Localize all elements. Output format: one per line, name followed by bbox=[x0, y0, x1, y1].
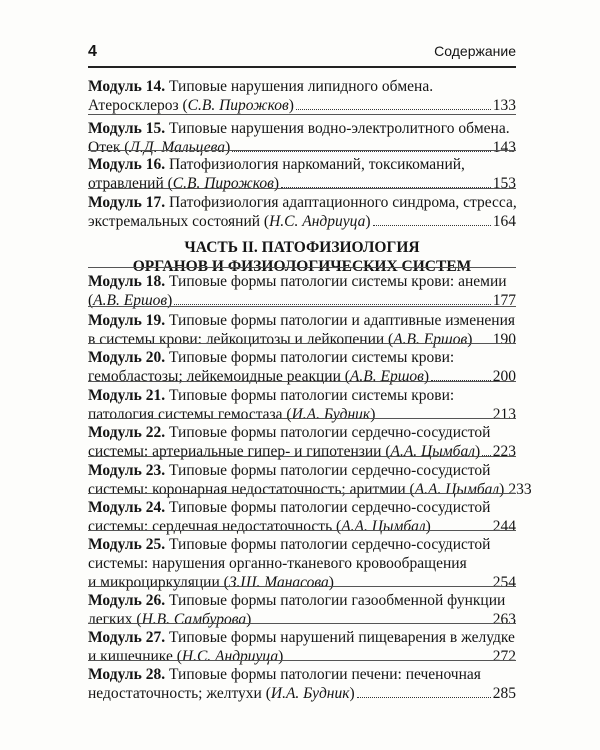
page-ref: 200 bbox=[492, 368, 516, 385]
entry-title-end: гемобластозы; лейкемоидные реакции ( bbox=[88, 368, 350, 385]
page-ref: 263 bbox=[492, 611, 516, 628]
author-close: ) bbox=[167, 292, 173, 309]
entry-line bbox=[88, 665, 516, 684]
entry-title: Патофизиология адаптационного синдрома, стресса, bbox=[168, 194, 517, 211]
author-name: А.А. Цымбал bbox=[414, 481, 500, 498]
author-close: ) bbox=[365, 213, 371, 230]
header-rule bbox=[88, 66, 516, 68]
entry-last-line bbox=[88, 212, 516, 231]
author-close: ) bbox=[467, 331, 473, 348]
entry-title-end: и микроциркуляции ( bbox=[88, 574, 229, 591]
entry-line bbox=[88, 311, 516, 330]
author-close: ) bbox=[328, 574, 334, 591]
author-name: А.В. Ершов bbox=[93, 292, 168, 309]
entry-line bbox=[88, 498, 516, 517]
module-label: Модуль 19. bbox=[88, 312, 166, 329]
page-header bbox=[88, 39, 516, 65]
entry-title-end: Отек ( bbox=[88, 139, 130, 156]
entry-title: Типовые формы патологии сердечно-сосудистой bbox=[168, 499, 491, 516]
entry-separator bbox=[88, 586, 516, 587]
entry-last-line bbox=[88, 573, 516, 592]
entry-line bbox=[88, 348, 516, 367]
entry-title-end: системы: артериальные гипер- и гипотензии ( bbox=[88, 443, 391, 460]
module-label: Модуль 28. bbox=[88, 666, 166, 683]
entry-last-line bbox=[88, 647, 516, 666]
entry-title: Типовые формы патологии печени: печеночная bbox=[168, 666, 481, 683]
leader-dots bbox=[174, 304, 490, 305]
author-name: С.В. Пирожков bbox=[187, 97, 289, 114]
entry-separator bbox=[88, 493, 516, 494]
entry-title-end: системы: коронарная недостаточность; аритмии ( bbox=[88, 481, 415, 498]
author-close: ) bbox=[288, 97, 294, 114]
toc-entry bbox=[88, 535, 516, 592]
entry-line bbox=[88, 272, 516, 291]
page-ref: 164 bbox=[492, 213, 516, 230]
part-heading-line1: ЧАСТЬ II. ПАТОФИЗИОЛОГИЯ bbox=[184, 239, 420, 256]
entry-title-end: отравлений ( bbox=[88, 175, 173, 192]
page-ref: 190 bbox=[492, 331, 516, 348]
author-close: ) bbox=[349, 685, 355, 702]
module-label: Модуль 17. bbox=[88, 194, 166, 211]
module-label: Модуль 27. bbox=[88, 629, 166, 646]
entry-title: Типовые нарушения водно-электролитного обмена. bbox=[168, 120, 510, 137]
entry-title: Типовые формы патологии сердечно-сосудистой bbox=[168, 462, 491, 479]
entry-title-end: легких ( bbox=[88, 611, 142, 628]
entry-separator bbox=[88, 267, 516, 268]
author-close: ) bbox=[246, 611, 252, 628]
author-name: Н.С. Андриуца bbox=[269, 213, 366, 230]
page-ref: 233 bbox=[508, 481, 532, 498]
entry-line bbox=[88, 386, 516, 405]
entry-separator bbox=[88, 623, 516, 624]
author-name: Л.Д. Мальцева bbox=[129, 139, 226, 156]
entry-separator bbox=[88, 306, 516, 307]
page-ref: 285 bbox=[492, 685, 516, 702]
author-name: Н.С. Андриуца bbox=[181, 648, 279, 665]
entry-last-line bbox=[88, 480, 532, 499]
module-label: Модуль 24. bbox=[88, 499, 166, 516]
entry-title-end: ( bbox=[88, 292, 94, 309]
entry-separator bbox=[88, 418, 516, 419]
leader-dots bbox=[373, 225, 491, 226]
toc-entry bbox=[88, 193, 516, 231]
entry-title-end: Атеросклероз ( bbox=[88, 97, 188, 114]
author-name: Н.В. Самбурова bbox=[141, 611, 247, 628]
toc-entry bbox=[88, 665, 516, 703]
author-name: А.В. Ершов bbox=[393, 331, 468, 348]
entry-line bbox=[88, 193, 516, 212]
author-close: ) bbox=[474, 443, 481, 460]
entry-last-line bbox=[88, 367, 516, 386]
module-label: Модуль 18. bbox=[88, 273, 166, 290]
author-name: А.А. Цымбал bbox=[390, 443, 475, 460]
entry-title-end: недостаточность; желтухи ( bbox=[88, 685, 271, 702]
part-heading bbox=[88, 238, 516, 276]
page-ref: 133 bbox=[492, 97, 516, 114]
author-name: И.А. Будник bbox=[291, 406, 371, 423]
leader-dots bbox=[232, 151, 491, 152]
page-ref: 223 bbox=[492, 443, 516, 460]
author-close: ) bbox=[499, 481, 505, 498]
author-name: И.А. Будник bbox=[270, 685, 350, 702]
entry-line bbox=[88, 77, 516, 96]
entry-separator bbox=[88, 343, 516, 344]
author-name: А.А. Цымбал bbox=[341, 518, 426, 535]
entry-last-line bbox=[88, 174, 516, 193]
entry-last-line bbox=[88, 291, 516, 310]
module-label: Модуль 22. bbox=[88, 424, 166, 441]
leader-dots bbox=[357, 697, 491, 698]
entry-last-line bbox=[88, 442, 516, 461]
entry-title: Типовые формы патологии сердечно-сосудистой bbox=[168, 536, 491, 553]
part-heading-line2: ОРГАНОВ И ФИЗИОЛОГИЧЕСКИХ СИСТЕМ bbox=[132, 258, 472, 275]
entry-line bbox=[88, 535, 516, 554]
author-name: С.В. Пирожков bbox=[172, 175, 274, 192]
module-label: Модуль 20. bbox=[88, 349, 166, 366]
entry-title: Типовые формы патологии системы крови: анемии bbox=[168, 273, 507, 290]
entry-title: Типовые формы патологии и адаптивные изменения bbox=[168, 312, 516, 329]
entry-line bbox=[88, 423, 516, 442]
entry-separator bbox=[88, 660, 516, 661]
entry-title-end: системы: сердечная недостаточность ( bbox=[88, 518, 342, 535]
entry-title-end: экстремальных состояний ( bbox=[88, 213, 270, 230]
section-title: Содержание bbox=[434, 43, 516, 59]
entry-title: Типовые формы патологии системы крови: bbox=[168, 349, 455, 366]
entry-line bbox=[88, 155, 516, 174]
author-close: ) bbox=[370, 406, 376, 423]
entry-line bbox=[88, 119, 516, 138]
entry-line bbox=[88, 591, 516, 610]
author-close: ) bbox=[425, 518, 431, 535]
author-name: А.В. Ершов bbox=[349, 368, 424, 385]
entry-title: Типовые формы патологии сердечно-сосудистой bbox=[168, 424, 491, 441]
entry-title: системы: нарушения органно-тканевого кровообращения bbox=[88, 555, 467, 572]
entry-last-line bbox=[88, 96, 516, 115]
entry-separator bbox=[88, 188, 516, 189]
entry-separator bbox=[88, 150, 516, 151]
entry-line bbox=[88, 628, 516, 647]
entry-title-end: и кишечнике ( bbox=[88, 648, 182, 665]
entry-line bbox=[88, 554, 516, 573]
leader-dots bbox=[296, 109, 491, 110]
entry-title-end: патология системы гемостаза ( bbox=[88, 406, 292, 423]
page-ref: 177 bbox=[492, 292, 516, 309]
entry-separator bbox=[88, 114, 516, 115]
module-label: Модуль 26. bbox=[88, 592, 166, 609]
entry-last-line bbox=[88, 330, 516, 349]
toc-entry bbox=[88, 272, 516, 310]
entry-separator bbox=[88, 381, 516, 382]
entry-separator bbox=[88, 530, 516, 531]
entry-last-line bbox=[88, 517, 516, 536]
entry-title: Типовые формы патологии газообменной функции bbox=[168, 592, 506, 609]
entry-separator bbox=[88, 456, 516, 457]
toc-entry bbox=[88, 119, 516, 157]
toc-entry bbox=[88, 77, 516, 115]
entry-line bbox=[88, 461, 516, 480]
page-ref: 153 bbox=[492, 175, 516, 192]
module-label: Модуль 16. bbox=[88, 156, 166, 173]
module-label: Модуль 25. bbox=[88, 536, 166, 553]
module-label: Модуль 15. bbox=[88, 120, 166, 137]
entry-title: Патофизиология наркоманий, токсикоманий, bbox=[168, 156, 465, 173]
page-ref: 213 bbox=[492, 406, 516, 423]
entry-last-line bbox=[88, 610, 516, 629]
page-ref: 244 bbox=[492, 518, 516, 535]
page-ref: 272 bbox=[492, 648, 516, 665]
module-label: Модуль 14. bbox=[88, 78, 166, 95]
entry-last-line bbox=[88, 405, 516, 424]
entry-last-line bbox=[88, 684, 516, 703]
module-label: Модуль 23. bbox=[88, 462, 166, 479]
entry-title: Типовые нарушения липидного обмена. bbox=[168, 78, 434, 95]
entry-title: Типовые формы патологии системы крови: bbox=[168, 387, 455, 404]
author-close: ) bbox=[278, 648, 284, 665]
module-label: Модуль 21. bbox=[88, 387, 166, 404]
entry-title-end: в системы крови: лейкоцитозы и лейкопении ( bbox=[88, 331, 394, 348]
author-close: ) bbox=[423, 368, 430, 385]
author-close: ) bbox=[225, 139, 231, 156]
page-number: 4 bbox=[88, 43, 97, 60]
author-close: ) bbox=[273, 175, 280, 192]
page-ref: 143 bbox=[492, 139, 516, 156]
entry-title: Типовые формы нарушений пищеварения в желудке bbox=[168, 629, 515, 646]
page-ref: 254 bbox=[492, 574, 516, 591]
author-name: З.Ш. Манасова bbox=[228, 574, 329, 591]
